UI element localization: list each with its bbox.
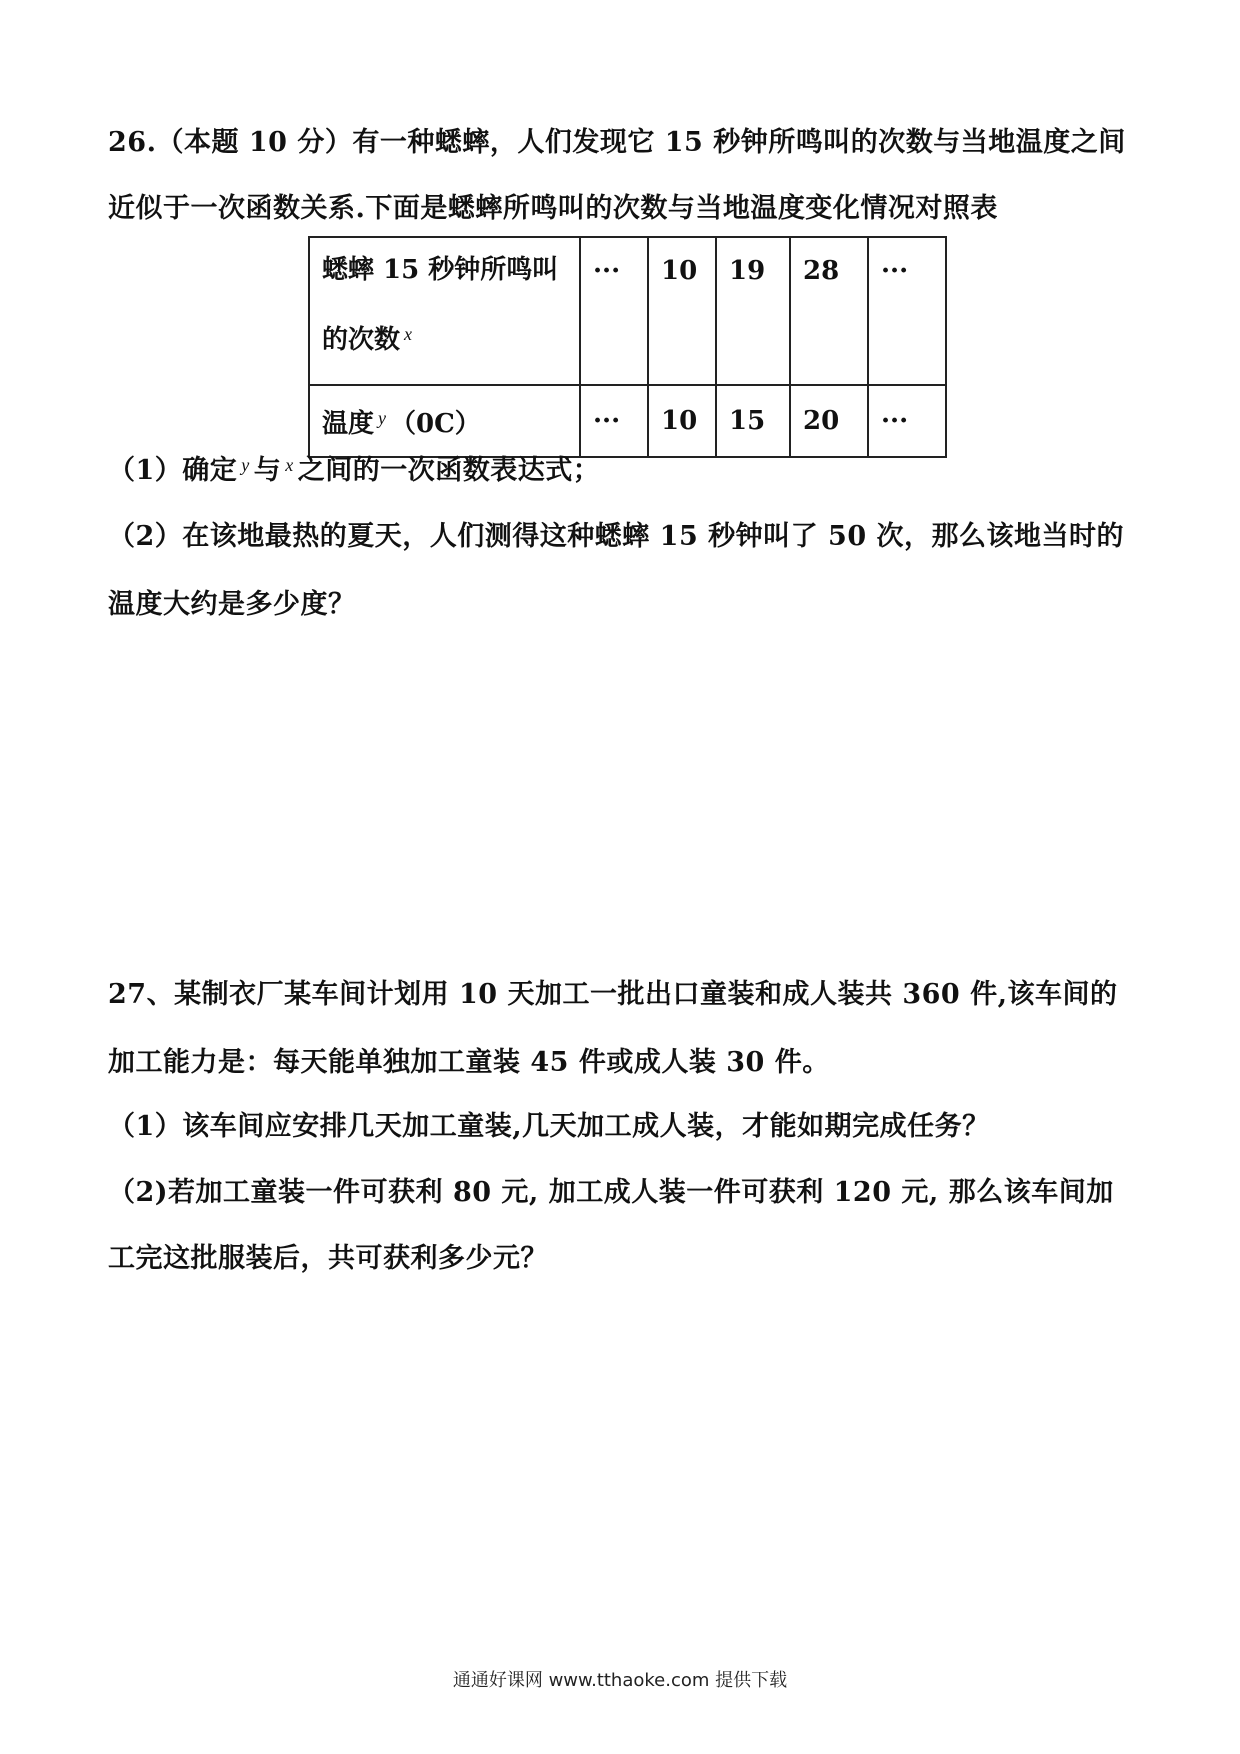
- q26-line2: 近似于一次函数关系.下面是蟋蟀所鸣叫的次数与当地温度变化情况对照表: [108, 193, 998, 224]
- var-y: y: [241, 455, 250, 475]
- table-cell: 20: [790, 385, 868, 457]
- q27-part2-line1: （2)若加工童装一件可获利 80 元, 加工成人装一件可获利 120 元, 那么该车间加: [108, 1177, 1114, 1208]
- table-row-chirps: [309, 237, 946, 385]
- var-y: y: [378, 408, 387, 428]
- table-row-label: [309, 237, 580, 385]
- table-cell: ···: [580, 385, 648, 457]
- table-cell: 28: [790, 237, 868, 385]
- q26-line1: 26.（本题 10 分）有一种蟋蟀，人们发现它 15 秒钟所鸣叫的次数与当地温度之间: [108, 127, 1126, 158]
- table-cell: 19: [716, 237, 790, 385]
- row1-label-a: 蟋蟀 15 秒钟所鸣叫: [322, 255, 559, 285]
- table-cell: ···: [580, 237, 648, 385]
- var-x: x: [285, 455, 294, 475]
- table-row-label: [309, 385, 580, 457]
- q26-part1-b: 与: [253, 455, 282, 486]
- q27-part1: （1）该车间应安排几天加工童装,几天加工成人装，才能如期完成任务？: [108, 1111, 990, 1142]
- q27-part2-line2: 工完这批服装后，共可获利多少元？: [108, 1243, 548, 1274]
- row2-label: 温度: [322, 409, 375, 439]
- q27-line1: 27、某制衣厂某车间计划用 10 天加工一批出口童装和成人装共 360 件,该车间的: [108, 979, 1118, 1010]
- table-cell: 15: [716, 385, 790, 457]
- q26-part2-line1: （2）在该地最热的夏天，人们测得这种蟋蟀 15 秒钟叫了 50 次，那么该地当时的: [108, 521, 1125, 552]
- row2-unit: （0C）: [390, 409, 481, 439]
- table-cell: 10: [648, 385, 716, 457]
- q26-part2-line2: 温度大约是多少度？: [108, 589, 356, 620]
- q26-part1-c: 之间的一次函数表达式；: [297, 455, 601, 486]
- row1-label-b: 的次数: [322, 325, 401, 355]
- table-cell: ···: [868, 385, 946, 457]
- q27-line2: 加工能力是：每天能单独加工童装 45 件或成人装 30 件。: [108, 1047, 830, 1078]
- q26-part1: [108, 448, 600, 487]
- table-cell: 10: [648, 237, 716, 385]
- page-footer: 通通好课网 www.tthaoke.com 提供下载: [452, 1670, 788, 1691]
- table-row-temperature: [309, 385, 946, 457]
- var-x: x: [404, 324, 413, 344]
- cricket-temperature-table: [308, 236, 947, 458]
- q26-part1-a: （1）确定: [108, 455, 238, 486]
- table-cell: ···: [868, 237, 946, 385]
